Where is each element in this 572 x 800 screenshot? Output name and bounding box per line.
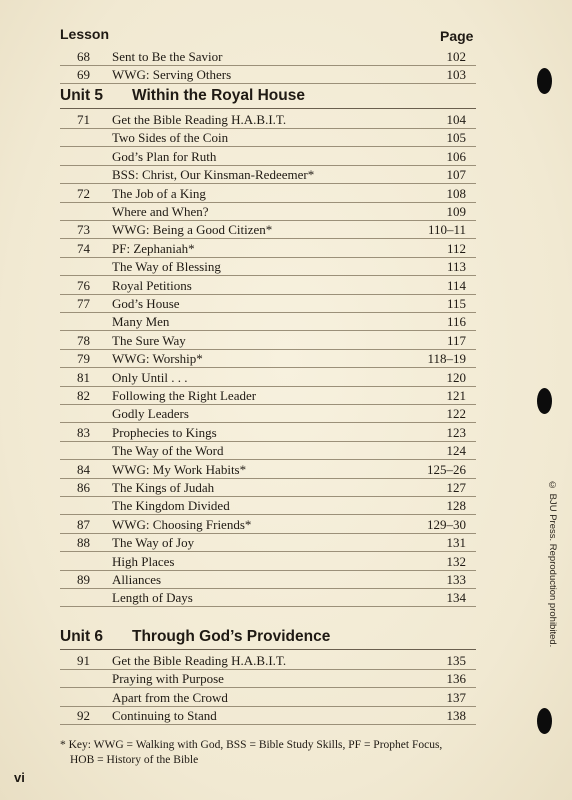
toc-row bbox=[60, 185, 476, 203]
lesson-title: Where and When? bbox=[112, 204, 209, 219]
toc-row bbox=[60, 652, 476, 670]
lesson-title: Royal Petitions bbox=[112, 277, 192, 293]
toc-row bbox=[60, 148, 476, 166]
lesson-title: The Job of a King bbox=[112, 185, 206, 201]
page-reference: 132 bbox=[446, 553, 466, 569]
unit-number: Unit 5 bbox=[60, 87, 104, 104]
page-reference: 105 bbox=[446, 130, 466, 146]
toc-row bbox=[60, 258, 476, 276]
lesson-title: Prophecies to Kings bbox=[112, 424, 217, 440]
lesson-title: Get the Bible Reading H.A.B.I.T. bbox=[112, 112, 287, 127]
toc-row bbox=[60, 534, 476, 552]
toc-row bbox=[60, 405, 476, 423]
toc-row bbox=[60, 689, 476, 707]
page-reference: 134 bbox=[446, 590, 466, 606]
lesson-number: 81 bbox=[77, 369, 90, 385]
unit-rule bbox=[60, 108, 476, 109]
lesson-title: Many Men bbox=[112, 314, 170, 330]
page-reference: 113 bbox=[446, 259, 466, 275]
page-reference: 117 bbox=[446, 332, 466, 348]
lesson-title: BSS: Christ, Our Kinsman-Redeemer* bbox=[112, 167, 315, 183]
page-reference: 116 bbox=[446, 314, 466, 330]
page-reference: 107 bbox=[446, 167, 466, 183]
lesson-title: WWG: Serving Others bbox=[112, 67, 232, 83]
lesson-number: 72 bbox=[77, 185, 90, 201]
toc-row bbox=[60, 707, 476, 725]
lesson-number: 89 bbox=[77, 572, 90, 587]
lesson-number: 88 bbox=[77, 535, 90, 551]
toc-row bbox=[60, 571, 476, 589]
toc-row bbox=[60, 442, 476, 460]
lesson-number: 84 bbox=[77, 461, 90, 477]
unit-heading bbox=[60, 87, 305, 105]
page-reference: 108 bbox=[446, 185, 466, 201]
lesson-number: 77 bbox=[77, 296, 90, 311]
page-reference: 124 bbox=[446, 443, 466, 459]
lesson-column-header: Lesson bbox=[60, 26, 110, 42]
page-reference: 123 bbox=[446, 424, 466, 440]
lesson-number: 91 bbox=[77, 653, 90, 668]
lesson-number: 76 bbox=[77, 277, 90, 293]
unit-heading bbox=[60, 628, 330, 646]
page-column-header: Page bbox=[440, 28, 474, 44]
page-reference: 106 bbox=[446, 148, 466, 164]
toc-row bbox=[60, 166, 476, 184]
page-reference: 114 bbox=[446, 277, 466, 293]
page-reference: 112 bbox=[446, 240, 466, 256]
lesson-title: High Places bbox=[112, 553, 175, 569]
page-reference: 115 bbox=[446, 296, 466, 311]
lesson-number: 82 bbox=[77, 388, 90, 403]
unit-number: Unit 6 bbox=[60, 628, 104, 645]
toc-row bbox=[60, 277, 476, 295]
binder-hole-bottom bbox=[537, 708, 552, 734]
toc-row bbox=[60, 479, 476, 497]
toc-row bbox=[60, 48, 476, 66]
lesson-title: Apart from the Crowd bbox=[112, 689, 228, 705]
lesson-title: PF: Zephaniah* bbox=[112, 240, 195, 256]
lesson-title: WWG: Worship* bbox=[112, 351, 203, 367]
toc-row bbox=[60, 66, 476, 84]
lesson-title: Following the Right Leader bbox=[112, 388, 257, 403]
footnote-line-1: * Key: WWG = Walking with God, BSS = Bible Study Skills, PF = Prophet Focus, bbox=[60, 739, 443, 751]
lesson-title: The Way of the Word bbox=[112, 443, 224, 459]
page-reference: 118–19 bbox=[427, 351, 466, 367]
page-reference: 133 bbox=[446, 572, 466, 587]
page-reference: 129–30 bbox=[427, 516, 466, 532]
toc-row bbox=[60, 240, 476, 258]
lesson-title: WWG: My Work Habits* bbox=[112, 461, 247, 477]
toc-row bbox=[60, 461, 476, 479]
toc-row bbox=[60, 295, 476, 313]
lesson-number: 73 bbox=[77, 222, 90, 238]
lesson-number: 87 bbox=[77, 516, 90, 532]
page-reference: 110–11 bbox=[427, 222, 466, 238]
page-reference: 138 bbox=[446, 708, 466, 724]
lesson-title: Only Until . . . bbox=[112, 369, 188, 385]
lesson-number: 68 bbox=[77, 49, 90, 64]
page-reference: 135 bbox=[446, 653, 466, 668]
toc-row bbox=[60, 424, 476, 442]
lesson-title: Alliances bbox=[112, 572, 162, 587]
lesson-title: The Way of Blessing bbox=[112, 259, 221, 275]
lesson-title: Two Sides of the Coin bbox=[112, 130, 229, 146]
lesson-title: Get the Bible Reading H.A.B.I.T. bbox=[112, 653, 287, 668]
unit-title: Through God’s Providence bbox=[132, 628, 331, 645]
row-divider bbox=[60, 606, 476, 607]
lesson-number: 71 bbox=[77, 112, 90, 127]
binder-hole-middle bbox=[537, 388, 552, 414]
lesson-number: 79 bbox=[77, 351, 90, 367]
lesson-title: The Sure Way bbox=[112, 332, 186, 348]
toc-row bbox=[60, 369, 476, 387]
toc-row bbox=[60, 332, 476, 350]
toc-row bbox=[60, 350, 476, 368]
page-reference: 137 bbox=[446, 689, 466, 705]
toc-row bbox=[60, 221, 476, 239]
lesson-number: 69 bbox=[77, 67, 90, 83]
lesson-title: God’s Plan for Ruth bbox=[112, 148, 217, 164]
footnote-key bbox=[60, 738, 510, 768]
lesson-title: Length of Days bbox=[112, 590, 193, 606]
lesson-title: Praying with Purpose bbox=[112, 671, 224, 687]
lesson-number: 83 bbox=[77, 424, 90, 440]
lesson-title: Continuing to Stand bbox=[112, 708, 217, 724]
toc-row bbox=[60, 589, 476, 607]
toc-row bbox=[60, 313, 476, 331]
toc-row bbox=[60, 203, 476, 221]
page-number: vi bbox=[14, 770, 25, 785]
lesson-number: 74 bbox=[77, 240, 90, 256]
lesson-title: Godly Leaders bbox=[112, 406, 189, 422]
footnote-line-2: HOB = History of the Bible bbox=[70, 754, 199, 766]
copyright-notice: © BJU Press. Reproduction prohibited. bbox=[547, 480, 558, 648]
binder-hole-top bbox=[537, 68, 552, 94]
toc-row bbox=[60, 516, 476, 534]
unit-rule bbox=[60, 649, 476, 650]
page-reference: 127 bbox=[446, 480, 466, 495]
page-reference: 128 bbox=[446, 498, 466, 514]
page-reference: 103 bbox=[446, 67, 466, 83]
lesson-title: Sent to Be the Savior bbox=[112, 49, 223, 64]
toc-row bbox=[60, 497, 476, 515]
page-reference: 125–26 bbox=[427, 461, 466, 477]
page-reference: 122 bbox=[446, 406, 466, 422]
toc-row bbox=[60, 111, 476, 129]
lesson-number: 78 bbox=[77, 332, 90, 348]
row-divider bbox=[60, 83, 476, 84]
lesson-title: God’s House bbox=[112, 296, 180, 311]
toc-row bbox=[60, 387, 476, 405]
lesson-title: The Kings of Judah bbox=[112, 480, 215, 495]
page-reference: 121 bbox=[446, 388, 466, 403]
page-reference: 102 bbox=[446, 49, 466, 64]
lesson-title: The Kingdom Divided bbox=[112, 498, 230, 514]
lesson-title: The Way of Joy bbox=[112, 535, 195, 551]
lesson-number: 92 bbox=[77, 708, 90, 724]
page-reference: 104 bbox=[446, 112, 466, 127]
toc-row bbox=[60, 129, 476, 147]
unit-title: Within the Royal House bbox=[132, 87, 305, 104]
page-reference: 131 bbox=[446, 535, 466, 551]
toc-row bbox=[60, 670, 476, 688]
lesson-title: WWG: Choosing Friends* bbox=[112, 516, 252, 532]
toc-row bbox=[60, 553, 476, 571]
page-reference: 109 bbox=[446, 204, 466, 219]
page-reference: 120 bbox=[446, 369, 466, 385]
lesson-title: WWG: Being a Good Citizen* bbox=[112, 222, 273, 238]
page-reference: 136 bbox=[446, 671, 466, 687]
lesson-number: 86 bbox=[77, 480, 90, 495]
row-divider bbox=[60, 724, 476, 725]
